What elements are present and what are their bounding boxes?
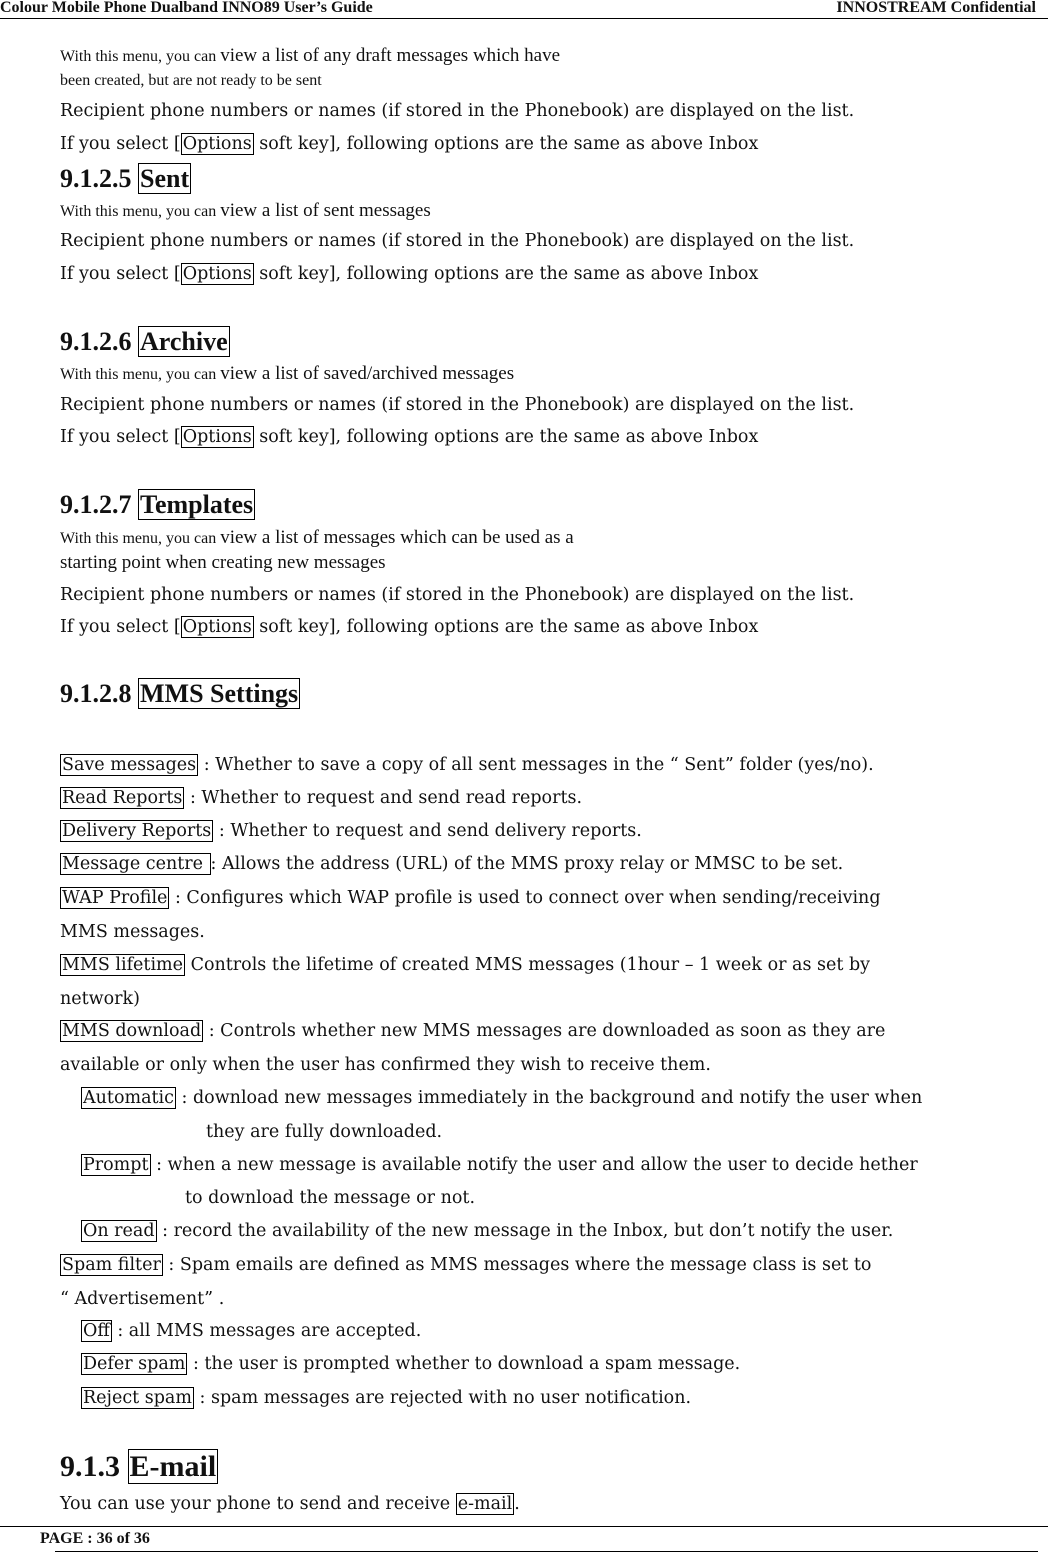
- archive-options-text: If you select [ Options soft key], following options are the same as above Inbox: [60, 427, 759, 447]
- heading-sent: 9.1.2.5 Sent: [60, 164, 190, 193]
- setting-delivery-reports: Delivery Reports : Whether to request and send delivery reports.: [62, 821, 642, 841]
- option-on-read: On read : record the availability of the new message in the Inbox, but don’t notify the user.: [83, 1221, 894, 1241]
- heading-archive: 9.1.2.6 Archive: [60, 327, 228, 356]
- option-automatic-cont: they are fully downloaded.: [206, 1122, 443, 1142]
- sent-intro: With this menu, you can view a list of sent messages: [60, 200, 431, 221]
- page-number: PAGE : 36 of 36: [40, 1530, 150, 1547]
- heading-email: 9.1.3 E-mail: [60, 1450, 217, 1483]
- options-softkey-label: Options: [182, 134, 252, 154]
- header-doc-title: Colour Mobile Phone Dualband INNO89 User’s Guide: [0, 0, 373, 16]
- email-intro: You can use your phone to send and receive e-mail .: [60, 1494, 520, 1514]
- setting-spam-filter: Spam filter : Spam emails are defined as MMS messages where the message class is set to: [62, 1255, 872, 1275]
- option-off: Off : all MMS messages are accepted.: [83, 1321, 422, 1341]
- options-softkey-label: Options: [182, 427, 252, 447]
- setting-mms-lifetime: MMS lifetime Controls the lifetime of created MMS messages (1hour – 1 week or as set by: [62, 955, 871, 975]
- setting-mms-lifetime-cont: network): [60, 989, 140, 1009]
- drafts-intro-line1: With this menu, you can view a list of any draft messages which have: [60, 45, 561, 66]
- templates-intro-line1: With this menu, you can view a list of messages which can be used as a: [60, 527, 574, 548]
- setting-message-centre: Message centre : Allows the address (URL) of the MMS proxy relay or MMSC to be set.: [62, 854, 844, 874]
- option-defer-spam: Defer spam : the user is prompted whether to download a spam message.: [83, 1354, 741, 1374]
- drafts-recipient-text: Recipient phone numbers or names (if stored in the Phonebook) are displayed on the list.: [60, 101, 855, 121]
- heading-mms-settings: 9.1.2.8 MMS Settings: [60, 679, 299, 708]
- templates-recipient-text: Recipient phone numbers or names (if stored in the Phonebook) are displayed on the list.: [60, 585, 855, 605]
- setting-read-reports: Read Reports : Whether to request and send read reports.: [62, 788, 583, 808]
- drafts-options-text: If you select [ Options soft key], following options are the same as above Inbox: [60, 134, 759, 154]
- sent-recipient-text: Recipient phone numbers or names (if stored in the Phonebook) are displayed on the list.: [60, 231, 855, 251]
- options-softkey-label: Options: [182, 617, 252, 637]
- drafts-intro-line2: been created, but are not ready to be sent: [60, 72, 322, 89]
- heading-templates: 9.1.2.7 Templates: [60, 490, 254, 519]
- sent-options-text: If you select [ Options soft key], following options are the same as above Inbox: [60, 264, 759, 284]
- email-link-label: e-mail: [457, 1494, 513, 1514]
- setting-save-messages: Save messages : Whether to save a copy of all sent messages in the “ Sent” folder (yes/no).: [62, 755, 874, 775]
- archive-intro: With this menu, you can view a list of saved/archived messages: [60, 363, 515, 384]
- setting-wap-profile-cont: MMS messages.: [60, 922, 205, 942]
- setting-mms-download: MMS download : Controls whether new MMS messages are downloaded as soon as they are: [62, 1021, 886, 1041]
- setting-spam-filter-cont: “ Advertisement” .: [60, 1289, 225, 1309]
- setting-wap-profile: WAP Profile : Configures which WAP profile is used to connect over when sending/receiving: [62, 888, 881, 908]
- option-prompt-cont: to download the message or not.: [185, 1188, 476, 1208]
- templates-options-text: If you select [ Options soft key], following options are the same as above Inbox: [60, 617, 759, 637]
- archive-recipient-text: Recipient phone numbers or names (if stored in the Phonebook) are displayed on the list.: [60, 395, 855, 415]
- page-footer: [0, 1526, 1048, 1549]
- page-header: [0, 0, 1048, 19]
- setting-mms-download-cont: available or only when the user has confirmed they wish to receive them.: [60, 1055, 711, 1075]
- option-automatic: Automatic : download new messages immediately in the background and notify the user when: [83, 1088, 923, 1108]
- options-softkey-label: Options: [182, 264, 252, 284]
- option-reject-spam: Reject spam : spam messages are rejected with no user notification.: [83, 1388, 692, 1408]
- templates-intro-line2: starting point when creating new messages: [60, 552, 386, 573]
- option-prompt: Prompt : when a new message is available notify the user and allow the user to decide hether: [83, 1155, 918, 1175]
- header-confidential: INNOSTREAM Confidential: [836, 0, 1036, 16]
